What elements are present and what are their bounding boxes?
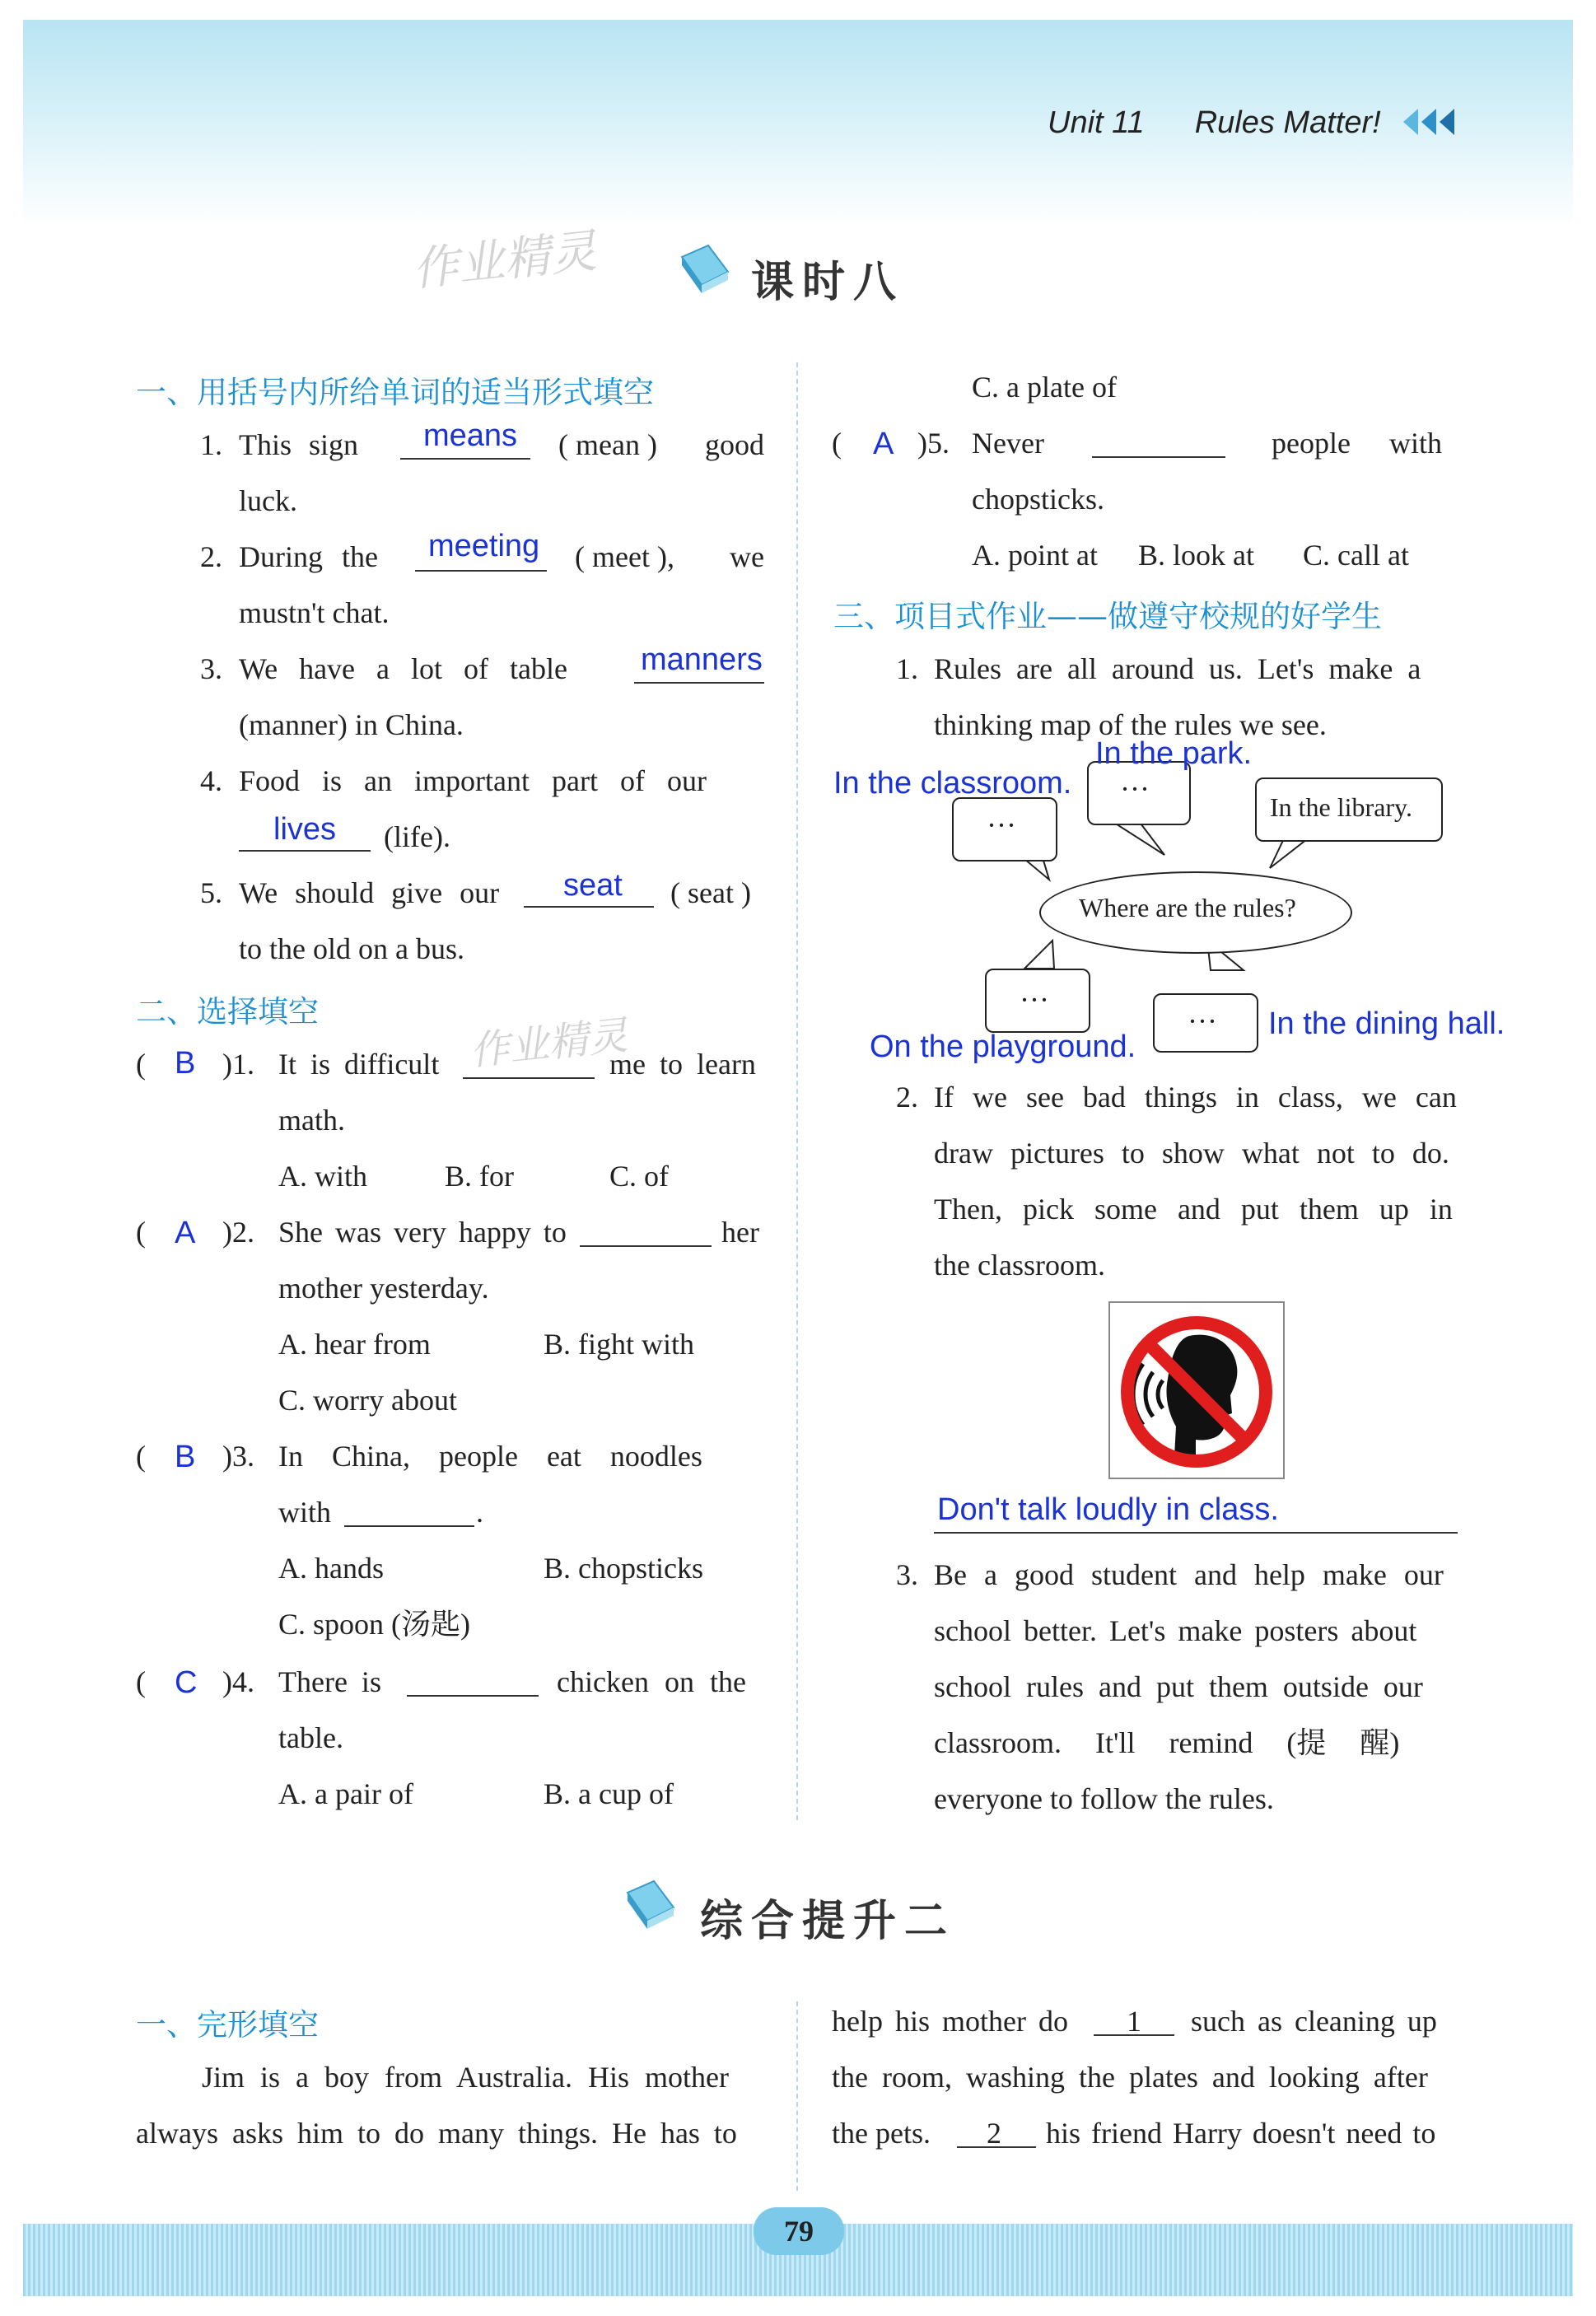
bubble-library-text: In the library.	[1270, 792, 1412, 822]
p1-q5-num: 5.	[200, 876, 222, 909]
review-title: 综合提升二	[700, 1897, 956, 1946]
mc4-line2: table.	[278, 1721, 343, 1754]
bubble-park-dots: ···	[1120, 773, 1150, 805]
p3-q1-line1: Rules are all around us. Let's make a	[934, 652, 1421, 685]
mc4-option-b: B. a cup of	[544, 1777, 674, 1810]
p3-q1-line2: thinking map of the rules we see.	[934, 708, 1327, 741]
bubble-dining-dots: ···	[1188, 1005, 1217, 1038]
mc3-paren: (	[136, 1440, 146, 1473]
p3-q2-line3: Then, pick some and put them up in	[934, 1193, 1453, 1226]
mc1-blank	[463, 1077, 595, 1079]
p3-q3-line3: school rules and put them outside our	[934, 1670, 1423, 1703]
p1-q1-pre: This sign	[239, 428, 359, 461]
q2-answer-line	[934, 1532, 1458, 1534]
mc5-line2: chopsticks.	[972, 483, 1104, 516]
cloze-left-line2: always asks him to do many things. He has to	[136, 2117, 737, 2150]
mc5-answer: A	[873, 427, 894, 461]
bubble-classroom-dots: ···	[987, 809, 1016, 842]
p3-q3-line1: Be a good student and help make our	[934, 1558, 1444, 1591]
mc2-post: her	[721, 1216, 759, 1249]
mc1-line2: math.	[278, 1104, 345, 1137]
mc5-num: )5.	[917, 427, 950, 460]
mc1-option-c: C. of	[609, 1160, 669, 1193]
p1-q5-blank	[524, 906, 654, 908]
mc4-post: chicken on the	[557, 1665, 746, 1698]
no-talking-sign	[1108, 1301, 1285, 1479]
book-icon-2	[623, 1875, 680, 1932]
mc3-line2: with	[278, 1496, 332, 1529]
p1-q4-hint: (life).	[384, 820, 450, 853]
ans-dining: In the dining hall.	[1268, 1006, 1505, 1041]
cloze-right-line2: the room, washing the plates and looking after	[832, 2061, 1428, 2094]
watermark: 作业精灵	[409, 224, 600, 297]
part2-heading: 二、选择填空	[136, 994, 319, 1030]
column-divider	[796, 362, 798, 1820]
p1-q4-num: 4.	[200, 764, 222, 797]
book-icon	[677, 239, 735, 297]
arrows-icon	[1400, 105, 1466, 138]
mc3-option-a: A. hands	[278, 1552, 384, 1585]
p3-q2-line2: draw pictures to show what not to do.	[934, 1137, 1449, 1170]
mc2-option-a: A. hear from	[278, 1328, 431, 1361]
cloze-right-line1-pre: help his mother do	[832, 2005, 1068, 2038]
p1-q5-pre: We should give our	[239, 876, 500, 909]
p1-q5-hint: ( seat )	[670, 876, 751, 909]
mc2-num: )2.	[222, 1216, 254, 1249]
mc4-option-c: C. a plate of	[972, 371, 1117, 404]
mc3-option-c: C. spoon (汤匙)	[278, 1608, 470, 1641]
mc1-option-a: A. with	[278, 1160, 367, 1193]
p1-q2-pre: During the	[239, 540, 378, 573]
p1-q5-answer: seat	[563, 868, 623, 903]
mc5-stem: Never	[972, 427, 1044, 460]
p1-q3-line2: (manner) in China.	[239, 708, 464, 741]
bubble-playground-dots: ···	[1020, 983, 1049, 1016]
p1-q2-line2: mustn't chat.	[239, 596, 390, 629]
p3-q2-line4: the classroom.	[934, 1249, 1105, 1282]
unit-label: Unit 11	[1048, 105, 1145, 140]
q2-answer: Don't talk loudly in class.	[937, 1492, 1279, 1527]
column-divider-2	[796, 2001, 798, 2191]
p3-q2-line1: If we see bad things in class, we can	[934, 1081, 1457, 1114]
p1-q1-blank	[400, 458, 530, 460]
mc3-answer: B	[175, 1440, 196, 1474]
p1-q3-pre: We have a lot of table	[239, 652, 567, 685]
p1-q3-answer: manners	[641, 642, 763, 677]
mc2-option-b: B. fight with	[544, 1328, 695, 1361]
mc3-stem: In China, people eat noodles	[278, 1440, 702, 1473]
no-talking-icon	[1110, 1303, 1283, 1478]
mc3-end: .	[476, 1496, 483, 1529]
p1-q2-post: we	[730, 540, 764, 573]
p1-q2-answer: meeting	[428, 529, 540, 563]
mc1-num: )1.	[222, 1048, 254, 1081]
mc2-option-c: C. worry about	[278, 1384, 457, 1417]
mc2-answer: A	[175, 1216, 196, 1250]
page-number: 79	[754, 2207, 844, 2255]
p1-q1-hint: ( mean )	[558, 428, 657, 461]
ans-classroom: In the classroom.	[833, 766, 1072, 801]
mc4-paren: (	[136, 1665, 146, 1698]
p1-q2-hint: ( meet ),	[575, 540, 674, 573]
p1-q1-answer: means	[423, 418, 518, 453]
cloze-right-line3-post: his friend Harry doesn't need to	[1046, 2117, 1436, 2150]
mc3-option-b: B. chopsticks	[544, 1552, 703, 1585]
p3-q3-line2: school better. Let's make posters about	[934, 1614, 1417, 1647]
mindmap-center-text: Where are the rules?	[1079, 893, 1296, 922]
part1-heading: 一、用括号内所给单词的适当形式填空	[136, 375, 654, 410]
unit-title: Rules Matter!	[1194, 105, 1381, 140]
mc2-line2: mother yesterday.	[278, 1272, 489, 1305]
p1-q3-num: 3.	[200, 652, 222, 685]
part3-heading: 三、项目式作业——做遵守校规的好学生	[833, 599, 1382, 634]
mc1-option-b: B. for	[445, 1160, 514, 1193]
p3-q1-num: 1.	[896, 652, 918, 685]
mc1-stem: It is difficult	[278, 1048, 440, 1081]
p3-q3-line5: everyone to follow the rules.	[934, 1782, 1274, 1815]
p1-q1-line2: luck.	[239, 484, 297, 517]
p1-q1-post: good	[705, 428, 764, 461]
p1-q2-blank	[415, 570, 547, 572]
p1-q1-num: 1.	[200, 428, 222, 461]
cloze-heading: 一、完形填空	[136, 2007, 319, 2043]
mc5-paren: (	[832, 427, 842, 460]
mc5-blank	[1092, 456, 1225, 458]
lesson-title: 课时八	[751, 258, 905, 307]
p3-q2-num: 2.	[896, 1081, 918, 1114]
ans-playground: On the playground.	[870, 1030, 1136, 1064]
p1-q3-blank	[634, 682, 764, 684]
cloze-right-line1-post: such as cleaning up	[1191, 2005, 1437, 2038]
mc4-answer: C	[175, 1665, 198, 1700]
mc2-blank	[580, 1245, 712, 1247]
mc4-option-a: A. a pair of	[278, 1777, 413, 1810]
mc3-num: )3.	[222, 1440, 254, 1473]
mc4-blank	[407, 1695, 539, 1697]
mc5-option-c: C. call at	[1303, 539, 1409, 572]
p3-q3-num: 3.	[896, 1558, 918, 1591]
mc5-post: people with	[1272, 427, 1442, 460]
cloze-blank-2-num: 2	[987, 2117, 1001, 2150]
cloze-left-line1: Jim is a boy from Australia. His mother	[202, 2061, 729, 2094]
p3-q3-line4: classroom. It'll remind (提 醒)	[934, 1726, 1400, 1759]
mc4-stem: There is	[278, 1665, 381, 1698]
p1-q4-blank	[239, 850, 371, 852]
p1-q5-line2: to the old on a bus.	[239, 932, 464, 965]
watermark-2: 作业精灵	[468, 1012, 630, 1075]
p1-q4-pre: Food is an important part of our	[239, 764, 707, 797]
mc3-blank	[344, 1525, 474, 1527]
mc1-answer: B	[175, 1046, 196, 1081]
mc1-post: me to learn	[609, 1048, 756, 1081]
cloze-right-line3-pre: the pets.	[832, 2117, 931, 2150]
p1-q2-num: 2.	[200, 540, 222, 573]
ans-park: In the park.	[1095, 736, 1253, 771]
mc5-option-b: B. look at	[1138, 539, 1254, 572]
mc2-stem: She was very happy to	[278, 1216, 567, 1249]
mc5-option-a: A. point at	[972, 539, 1098, 572]
mc1-paren: (	[136, 1048, 146, 1081]
mc4-num: )4.	[222, 1665, 254, 1698]
mc2-paren: (	[136, 1216, 146, 1249]
p1-q4-answer: lives	[273, 812, 337, 847]
cloze-blank-1-num: 1	[1127, 2005, 1141, 2038]
unit-header	[1048, 105, 1381, 141]
